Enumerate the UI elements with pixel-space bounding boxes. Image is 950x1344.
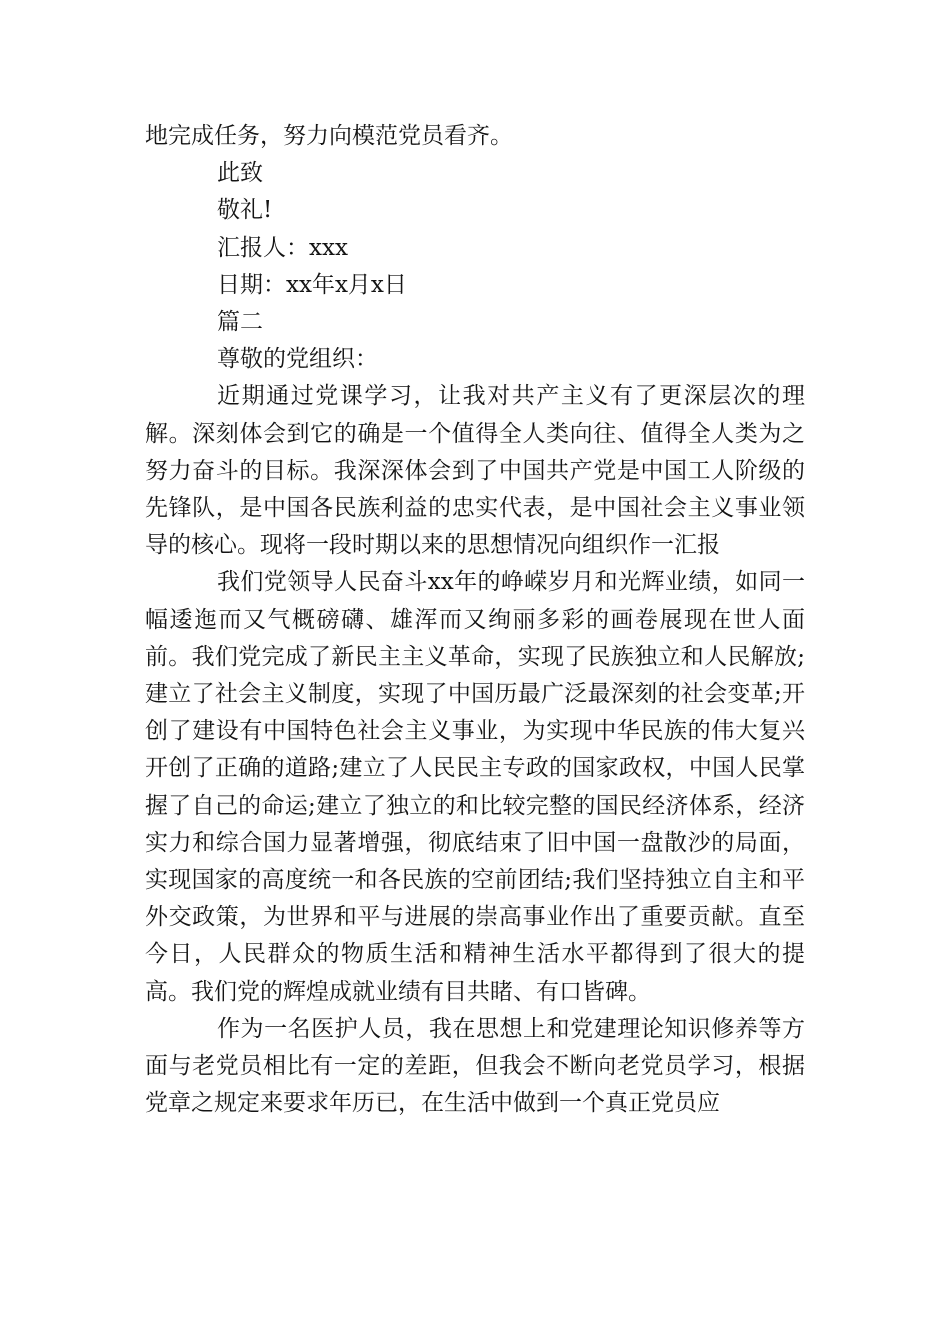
salutation-line-2: 敬礼! (217, 197, 273, 224)
continuation-line: 地完成任务，努力向模范党员看齐。 (145, 123, 513, 149)
document-body (145, 118, 805, 1122)
reporter-line: 汇报人：xxx (217, 234, 348, 261)
salutation-line-1: 此致 (217, 160, 263, 187)
paragraph-2: 我们党领导人民奋斗xx年的峥嵘岁月和光辉业绩，如同一幅逶迤而又气概磅礴、雄浑而又绚丽多彩的画卷展现在世人面前。我们党完成了新民主主义革命，实现了民族独立和人民解放;建立了社会主义制度，实现了中国历最广泛最深刻的社会变革;开创了建设有中国特色社会主义事业，为实现中华民族的伟大复兴开创了正确的道路;建立了人民民主专政的国家政权，中国人民掌握了自己的命运;建立了独立的和比较完整的国民经济体系，经济实力和综合国力显著增强，彻底结束了旧中国一盘散沙的局面，实现国家的高度统一和各民族的空前团结;我们坚持独立自主和平外交政策，为世界和平与进展的崇高事业作出了重要贡献。直至今日，人民群众的物质生活和精神生活水平都得到了很大的提高。我们党的辉煌成就业绩有目共睹、有口皆碑。 (145, 569, 805, 1005)
greeting-line: 尊敬的党组织： (217, 346, 378, 373)
paragraph-3: 作为一名医护人员，我在思想上和党建理论知识修养等方面与老党员相比有一定的差距，但我会不断向老党员学习，根据党章之规定来要求年历已，在生活中做到一个真正党员应 (145, 1015, 805, 1117)
section-heading: 篇二 (217, 308, 263, 335)
date-line: 日期：xx年x月x日 (217, 271, 407, 298)
paragraph-1: 近期通过党课学习，让我对共产主义有了更深层次的理解。深刻体会到它的确是一个值得全人类向往、值得全人类为之努力奋斗的目标。我深深体会到了中国共产党是中国工人阶级的先锋队，是中国各民族利益的忠实代表，是中国社会主义事业领导的核心。现将一段时期以来的思想情况向组织作一汇报 (145, 383, 805, 559)
